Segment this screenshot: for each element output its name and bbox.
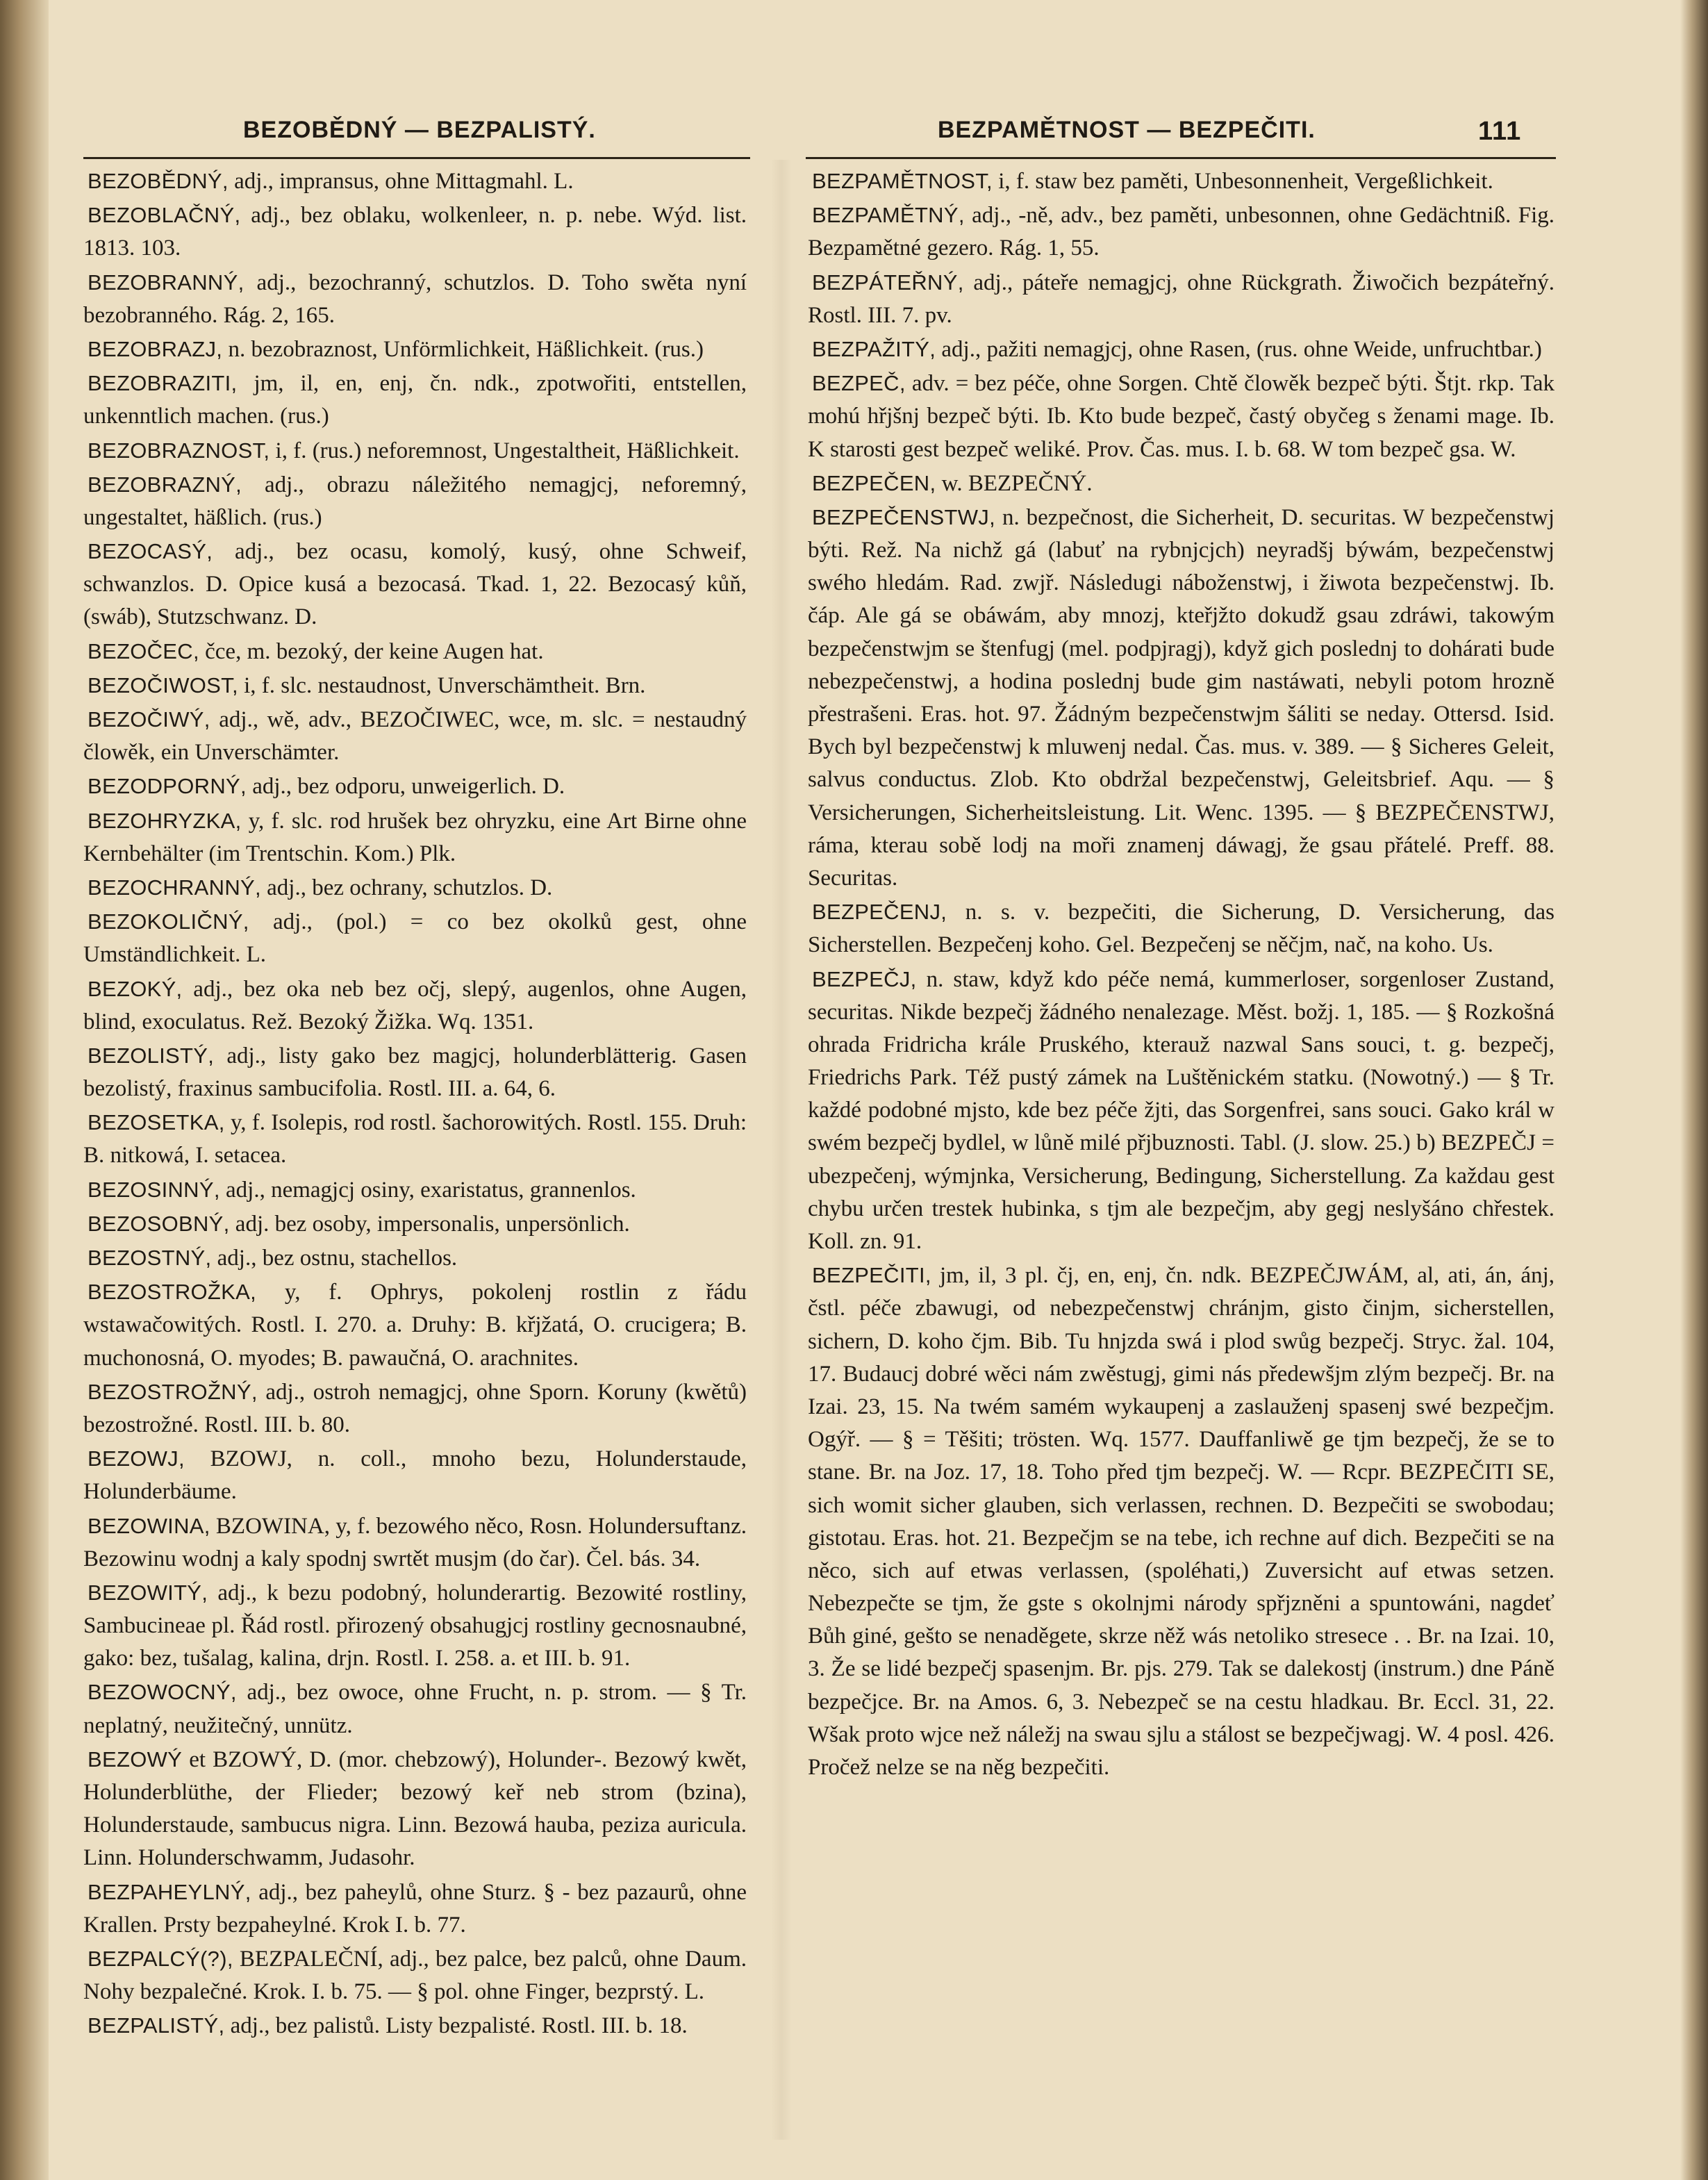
entry-headword: BEZPAŽITÝ, [812,336,936,361]
entry-definition: adj., bez ocasu, komolý, kusý, ohne Schweif, schwanzlos. D. Opice kusá a bezocasá. Tkad. 1, 22. Bezocasý kůň, (swáb), Stutzschwanz. D. [83,539,747,630]
entry-headword: BEZOHRYZKA, [88,808,242,833]
dictionary-entry [808,267,1554,332]
entry-definition: y, f. Isolepis, rod rostl. šachorowitých. Rostl. 155. Druh: B. nitkowá, I. setacea. [83,1110,747,1169]
entry-headword: BEZPALCÝ(?), [88,1946,233,1971]
dictionary-entry [83,1107,747,1172]
dictionary-entry [83,1577,747,1676]
entry-headword: BEZOČIWOST, [88,672,238,697]
header-right-title: BEZPAMĚTNOST — BEZPEČITI. [938,117,1316,143]
column-gutter [771,160,792,2140]
dictionary-entry [83,267,747,332]
entry-definition: adj., bez paheylů, ohne Sturz. § - bez pazaurů, ohne Krallen. Prsty bezpaheylné. Krok I. b. 77. [83,1879,747,1938]
dictionary-entry [83,1510,747,1576]
entry-headword: BEZOBRANNÝ, [88,270,244,295]
dictionary-entry [83,165,747,198]
dictionary-entry [83,1876,747,1942]
entry-headword: BEZPAHEYLNÝ, [88,1879,251,1904]
entry-definition: adj., obrazu náležitého nemagjcj, neforemný, ungestaltet, häßlich. (rus.) [83,472,747,530]
dictionary-entry [83,1174,747,1207]
entry-headword: BEZOSETKA, [88,1110,225,1135]
entry-definition: adj., bez odporu, unweigerlich. D. [252,774,565,800]
dictionary-entry [83,1040,747,1105]
entry-definition: adj., nemagjcj osiny, exaristatus, grannenlos. [226,1177,636,1203]
dictionary-entry [83,435,747,468]
entry-definition: adj., k bezu podobný, holunderartig. Bezowité rostliny, Sambucineae pl. Řád rostl. přirozený obsahugjcj rostliny gecnosnaubné, gako: bez, tušalag, kalina, drjn. Rostl. I. 258. a. et III. b. 91. [83,1580,747,1671]
entry-definition: adj., bez oka neb bez očj, slepý, augenlos, ohne Augen, blind, exoculatus. Rež. Bezoký Žižka. Wq. 1351. [83,976,747,1034]
dictionary-entry [83,770,747,803]
page-right-edge [1680,0,1708,2180]
entry-definition: adv. = bez péče, ohne Sorgen. Chtě člowěk bezpeč býti. Štjt. rkp. Tak mohú hřjšnj bezpeč býti. Ib. Kto bude bezpeč, častý obyčeg s ženami mage. Ib. K starosti gest bezpeč weliké. Prov. Čas. mus. I. b. 68. W tom bezpeč gsa. W. [808,371,1554,462]
entry-definition: adj., impransus, ohne Mittagmahl. L. [234,169,574,194]
header-left-title: BEZOBĚDNÝ — BEZPALISTÝ. [243,117,596,143]
entry-definition: i, f. (rus.) neforemnost, Ungestaltheit, Häßlichkeit. [275,438,740,463]
entry-definition: i, f. staw bez paměti, Unbesonnenheit, Vergeßlichkeit. [998,169,1493,194]
entry-headword: BEZOSINNÝ, [88,1177,220,1202]
entry-headword: BEZPEČITI, [812,1263,931,1288]
entry-definition: adj., listy gako bez magjcj, holunderblätterig. Gasen bezolistý, fraxinus sambucifolia. Rostl. III. a. 64, 6. [83,1043,747,1102]
entry-definition: adj., wě, adv., BEZOČIWEC, wce, m. slc. = nestaudný člowěk, ein Unverschämter. [83,707,747,766]
entry-headword: BEZOSTROŽNÝ, [88,1379,258,1404]
entry-headword: BEZOBĚDNÝ, [88,169,229,193]
dictionary-entry [808,896,1554,961]
entry-definition: jm, il, 3 pl. čj, en, enj, čn. ndk. BEZPEČJWÁM, al, ati, án, ánj, čstl. péče zbawugi, od nebezpečenstwj chránjm, gisto činjm, sicherstellen, sichern, D. koho čjm. Bib. Tu hnjzda swá i plod swůg bezpečj. Stryc. žal. 104, 17. Budaucj dobré wěci nám zwěstugj, gimi nás předewšjm zlým bezpečj. Br. na Izai. 23, 15. Na twém samém wykaupenj a zaslauženj spasenj swé bezpečjm. Ogýř. — § = Těšiti; trösten. Wq. 1577. Dauffanliwě ge tjm bezpečj, že se to stane. Br. na Joz. 17, 18. Toho před tjm bezpečj. W. — Rcpr. BEZPEČITI SE, sich womit sicher glauben, sich verlassen, rechnen. D. Bezpečiti se swobodau; gistotau. Eras. hot. 21. Bezpečjm se na tebe, ich rechne auf dich. Bezpečiti se na něco, sich auf etwas verlassen, (spoléhati,) Zuversicht auf etwas setzen. Nebezpečte se tjm, že gste s okolnjmi národy spřjzněni a spuntowáni, nagdeť Bůh giné, gešto se nenaděgete, skrze něž wás netoliko stresece . . Br. na Izai. 10, 3. Že se lidé bezpečj spasenjm. Br. pjs. 279. Tak se dalekostj (instrum.) dne Páně bezpečjce. Br. na Amos. 6, 3. Nebezpeč se na cestu hladkau. Br. Eccl. 31, 22. Wšak proto wjce než náležj na swau sjlu a stálost se bezpečjwagj. W. 4 posl. 426. Pročež nelze se na něg bezpečiti. [808,1263,1554,1780]
dictionary-entry [808,368,1554,466]
entry-headword: BEZOWOCNÝ, [88,1680,237,1705]
entry-definition: adj., (pol.) = co bez okolků gest, ohne Umständlichkeit. L. [83,909,747,968]
header-rule-right [806,157,1556,159]
dictionary-entry [83,704,747,769]
entry-definition: y, f. Ophrys, pokolenj rostlin z řádu wstawačowitých. Rostl. I. 270. a. Druhy: B. křjžatá, O. crucigera; B. muchonosná, O. myodes; B. pawaučná, O. arachnites. [83,1280,747,1371]
entry-headword: BEZPÁTEŘNÝ, [812,270,964,295]
dictionary-entry [83,805,747,870]
entry-headword: BEZPAMĚTNOST, [812,169,993,193]
entry-definition: w. BEZPEČNÝ. [941,470,1093,496]
entry-headword: BEZOSOBNÝ, [88,1211,230,1236]
entry-definition: n. s. v. bezpečiti, die Sicherung, D. Versicherung, das Sicherstellen. Bezpečenj koho. Gel. Bezpečenj se něčjm, nač, na koho. Us. [808,900,1554,958]
entry-definition: adj., bez ostnu, stachellos. [217,1246,458,1271]
entry-definition: n. bezpečnost, die Sicherheit, D. securitas. W bezpečenstwj býti. Rež. Na nichž gá (labuť na rybnjcjch) neyradšj býwám, bezpečenstwj swého hledám. Rad. zwjř. Následugi náboženstwj, i žiwota bezpečenstwj. Ib. čáp. Ale gá se obáwám, aby mnozj, kteřjžto dokudž gsau zdráwi, takowým bezpečenstwjm se štenfugj (mel. podpjragj), když gich poslednj to dohárati bude nebezpečenstwj, a hodina poslednj bude gim nastáwati, nebyli potom hrozně přestrašeni. Eras. hot. 97. Žádným bezpečenstwjm šáliti se neday. Ottersd. Isid. Bych byl bezpečenstwj k mluwenj nedal. Čas. mus. v. 389. — § Sicheres Geleit, salvus conductus. Zlob. Kto obdržal bezpečenstwj, Geleitsbrief. Aqu. — § Versicherungen, Sicherheitsleistung. Lit. Wenc. 1395. — § BEZPEČENSTWJ, ráma, kterau sobě lodj na moři znamenj dáwagj, že gsau přátelé. Preff. 88. Securitas. [808,504,1554,891]
entry-headword: BEZOBLAČNÝ, [88,203,241,228]
entry-definition: n. staw, když kdo péče nemá, kummerloser, sorgenloser Zustand, securitas. Nikde bezpečj žádného nenalezage. Měst. božj. 1, 185. — § Rozkošná ohrada Fridricha krále Pruského, kterauž nazwal Sans souci, t. g. bezpečj, Friedrichs Park. Též pustý zámek na Luštěnickém statku. (Nowotný.) — § Tr. každé podobné mjsto, kde bez péče žjti, das Sorgenfrei, sans souci. Gako král w swém bezpečj bydlel, w lůně milé přjbuznosti. Tabl. (J. slow. 25.) b) BEZPEČJ = ubezpečenj, wýmjnka, Versicherung, Bedingung, Sicherstellung. Za každau gest chybu určen trestek hubinka, s tjm ale bezpečjm, aby gegj neslyšáno chřestek. Koll. zn. 91. [808,966,1554,1254]
dictionary-entry [83,1943,747,2008]
header-rule-left [83,157,750,159]
entry-definition: adj., bez owoce, ohne Frucht, n. p. strom. — § Tr. neplatný, neužitečný, unnütz. [83,1680,747,1738]
entry-headword: BEZOBRAZNÝ, [88,472,242,497]
entry-headword: BEZPAMĚTNÝ, [812,203,965,228]
book-binding-edge [0,0,49,2180]
entry-definition: adj., ostroh nemagjcj, ohne Sporn. Koruny (kwětů) bezostrožné. Rostl. III. b. 80. [83,1379,747,1437]
dictionary-entry [808,199,1554,265]
entry-headword: BEZOBRAZITI, [88,371,238,396]
entry-headword: BEZOCASÝ, [88,539,213,564]
dictionary-entry [83,872,747,905]
entry-definition: et BZOWÝ, D. (mor. chebzowý), Holunder-. Bezowý kwět, Holunderblüthe, der Flieder; bezowý keř neb strom (bzina), Holunderstaude, sambucus nigra. Linn. Bezowá hauba, peziza auricula. Linn. Holunderschwamm, Judasohr. [83,1747,747,1871]
entry-headword: BEZPEČENSTWJ, [812,504,995,529]
entry-headword: BEZOČIWÝ, [88,707,210,732]
running-header [83,117,1570,158]
entry-headword: BEZOWÝ [88,1747,183,1772]
entry-headword: BEZOWITÝ, [88,1580,208,1605]
dictionary-entry [83,333,747,366]
dictionary-entry [83,536,747,634]
entry-headword: BEZOKOLIČNÝ, [88,909,249,934]
dictionary-entry [83,469,747,534]
entry-headword: BEZOLISTÝ, [88,1043,215,1068]
entry-headword: BEZODPORNÝ, [88,774,247,799]
dictionary-entry [83,1242,747,1275]
dictionary-entry [83,636,747,668]
entry-headword: BEZOWINA, [88,1513,210,1538]
entry-headword: BEZPEČJ, [812,966,917,991]
entry-definition: BZOWINA, y, f. bezowého něco, Rosn. Holundersuftanz. Bezowinu wodnj a kaly spodnj swrtět musjm (do čar). Čel. bás. 34. [83,1513,747,1571]
entry-headword: BEZOČEC, [88,638,199,663]
dictionary-entry [808,1260,1554,1784]
entry-headword: BEZOBRAZJ, [88,336,223,361]
entry-headword: BEZOSTROŽKA, [88,1280,257,1305]
entry-headword: BEZPEČENJ, [812,900,947,925]
dictionary-entry [83,973,747,1039]
entry-definition: adj., bez ochrany, schutzlos. D. [267,875,553,900]
dictionary-entry [83,368,747,433]
dictionary-entry [83,199,747,265]
entry-definition: adj., páteře nemagjcj, ohne Rückgrath. Žiwočich bezpáteřný. Rostl. III. 7. pv. [808,270,1554,328]
entry-headword: BEZOKÝ, [88,976,183,1001]
dictionary-entry [83,1443,747,1508]
entry-headword: BEZPEČEN, [812,470,936,495]
dictionary-entry [83,1676,747,1742]
entry-definition: n. bezobraznost, Unförmlichkeit, Häßlichkeit. (rus.) [228,336,704,362]
entry-definition: adj. bez osoby, impersonalis, unpersönlich. [235,1211,630,1237]
entry-headword: BEZOBRAZNOST, [88,438,270,463]
entry-definition: BEZPALEČNÍ, adj., bez palce, bez palců, ohne Daum. Nohy bezpalečné. Krok. I. b. 75. — § pol. ohne Finger, bezprstý. L. [83,1946,747,2005]
entry-headword: BEZOWJ, [88,1446,185,1471]
dictionary-entry [83,1276,747,1375]
page-number: 111 [1478,117,1522,146]
dictionary-entry [83,906,747,971]
entry-definition: adj., bez oblaku, wolkenleer, n. p. nebe. Wýd. list. 1813. 103. [83,203,747,261]
entry-headword: BEZOCHRANNÝ, [88,875,261,900]
entry-definition: i, f. slc. nestaudnost, Unverschämtheit. Brn. [244,672,646,698]
dictionary-entry [83,670,747,702]
dictionary-entry [808,502,1554,895]
entry-headword: BEZPALISTÝ, [88,2013,225,2038]
dictionary-entry [83,1744,747,1875]
entry-headword: BEZOSTNÝ, [88,1246,212,1270]
left-column [83,165,747,2131]
dictionary-entry [83,2010,747,2042]
entry-definition: adj., bez palistů. Listy bezpalisté. Rostl. III. b. 18. [230,2013,688,2039]
dictionary-entry [808,333,1554,366]
entry-headword: BEZPEČ, [812,371,906,396]
dictionary-entry [808,964,1554,1259]
entry-definition: BZOWJ, n. coll., mnoho bezu, Holunderstaude, Holunderbäume. [83,1446,747,1505]
dictionary-entry [83,1208,747,1241]
dictionary-entry [808,165,1554,198]
dictionary-entry [83,1376,747,1442]
entry-definition: čce, m. bezoký, der keine Augen hat. [205,638,544,664]
dictionary-entry [808,468,1554,500]
right-column [808,165,1554,2131]
entry-definition: adj., -ně, adv., bez paměti, unbesonnen, ohne Gedächtniß. Fig. Bezpamětné gezero. Rág. 1, 55. [808,203,1554,261]
entry-definition: jm, il, en, enj, čn. ndk., zpotwořiti, entstellen, unkenntlich machen. (rus.) [83,371,747,429]
entry-definition: y, f. slc. rod hrušek bez ohryzku, eine Art Birne ohne Kernbehälter (im Trentschin. Kom.) Plk. [83,808,747,866]
entry-definition: adj., bezochranný, schutzlos. D. Toho swěta nyní bezobranného. Rág. 2, 165. [83,270,747,328]
entry-definition: adj., pažiti nemagjcj, ohne Rasen, (rus. ohne Weide, unfruchtbar.) [941,336,1542,362]
